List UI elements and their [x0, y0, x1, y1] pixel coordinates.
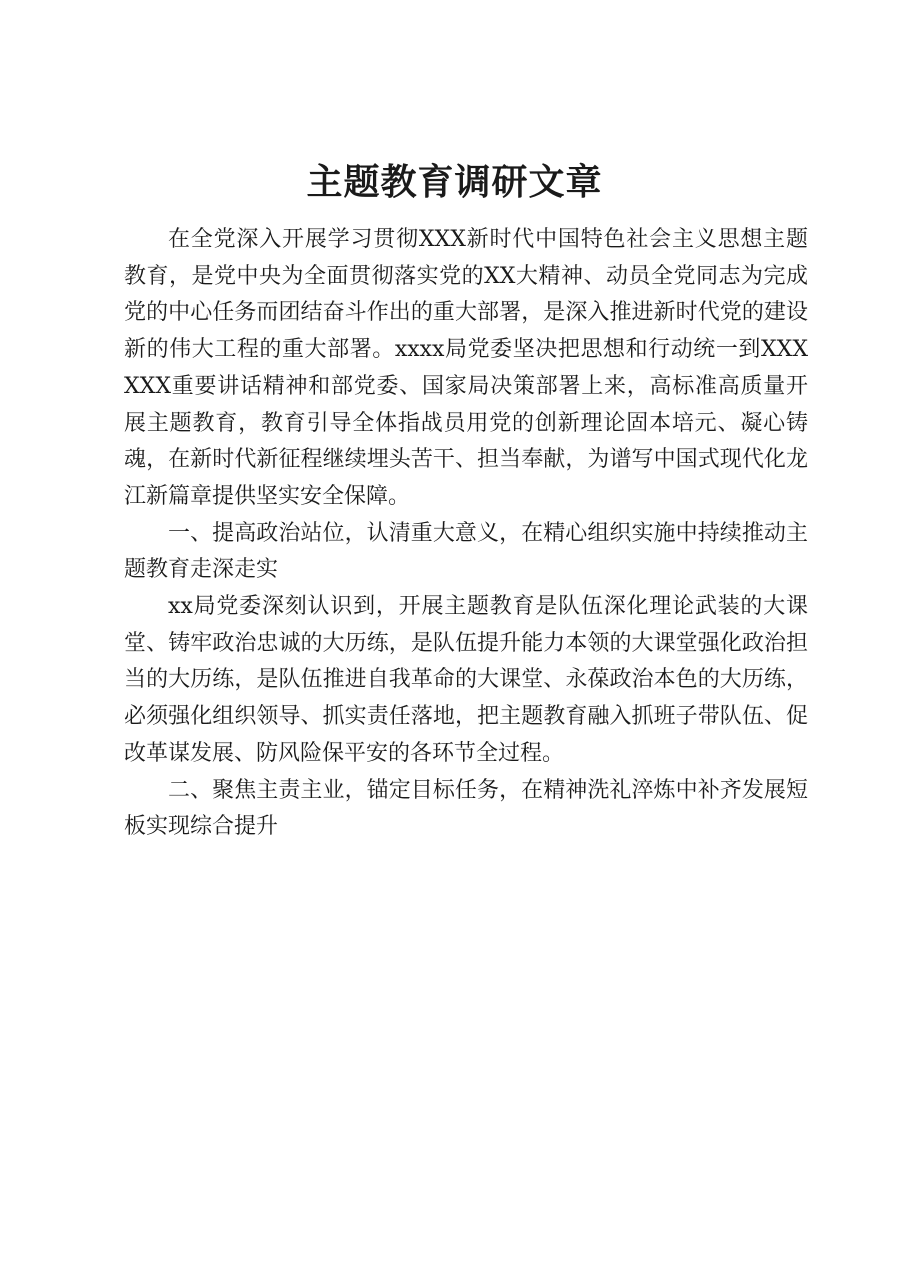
paragraph-section-1-heading: 一、提高政治站位，认清重大意义，在精心组织实施中持续推动主题教育走深走实 — [124, 520, 808, 583]
paragraph-intro: 在全党深入开展学习贯彻XXX新时代中国特色社会主义思想主题教育，是党中央为全面贯彻落实党的XX大精神、动员全党同志为完成党的中心任务而团结奋斗作出的重大部署，是深入推进新时代党的建设新的伟大工程的重大部署。xxxx局党委坚决把思想和行动统一到XXXXXX重要讲话精神和部党委、国家局决策部署上来，高标准高质量开展主题教育，教育引导全体指战员用党的创新理论固本培元、凝心铸魂，在新时代新征程继续埋头苦干、担当奉献，为谱写中国式现代化龙江新篇章提供坚实安全保障。 — [124, 227, 808, 509]
paragraph-section-2-heading: 二、聚焦主责主业，锚定目标任务，在精神洗礼淬炼中补齐发展短板实现综合提升 — [124, 777, 808, 840]
paragraph-section-1-body: xx局党委深刻认识到，开展主题教育是队伍深化理论武装的大课堂、铸牢政治忠诚的大历练，是队伍提升能力本领的大课堂强化政治担当的大历练，是队伍推进自我革命的大课堂、永葆政治本色的大历练，必须强化组织领导、抓实责任落地，把主题教育融入抓班子带队伍、促改革谋发展、防风险保平安的各环节全过程。 — [124, 594, 808, 766]
document-body — [124, 222, 808, 846]
document-title: 主题教育调研文章 — [306, 161, 603, 203]
